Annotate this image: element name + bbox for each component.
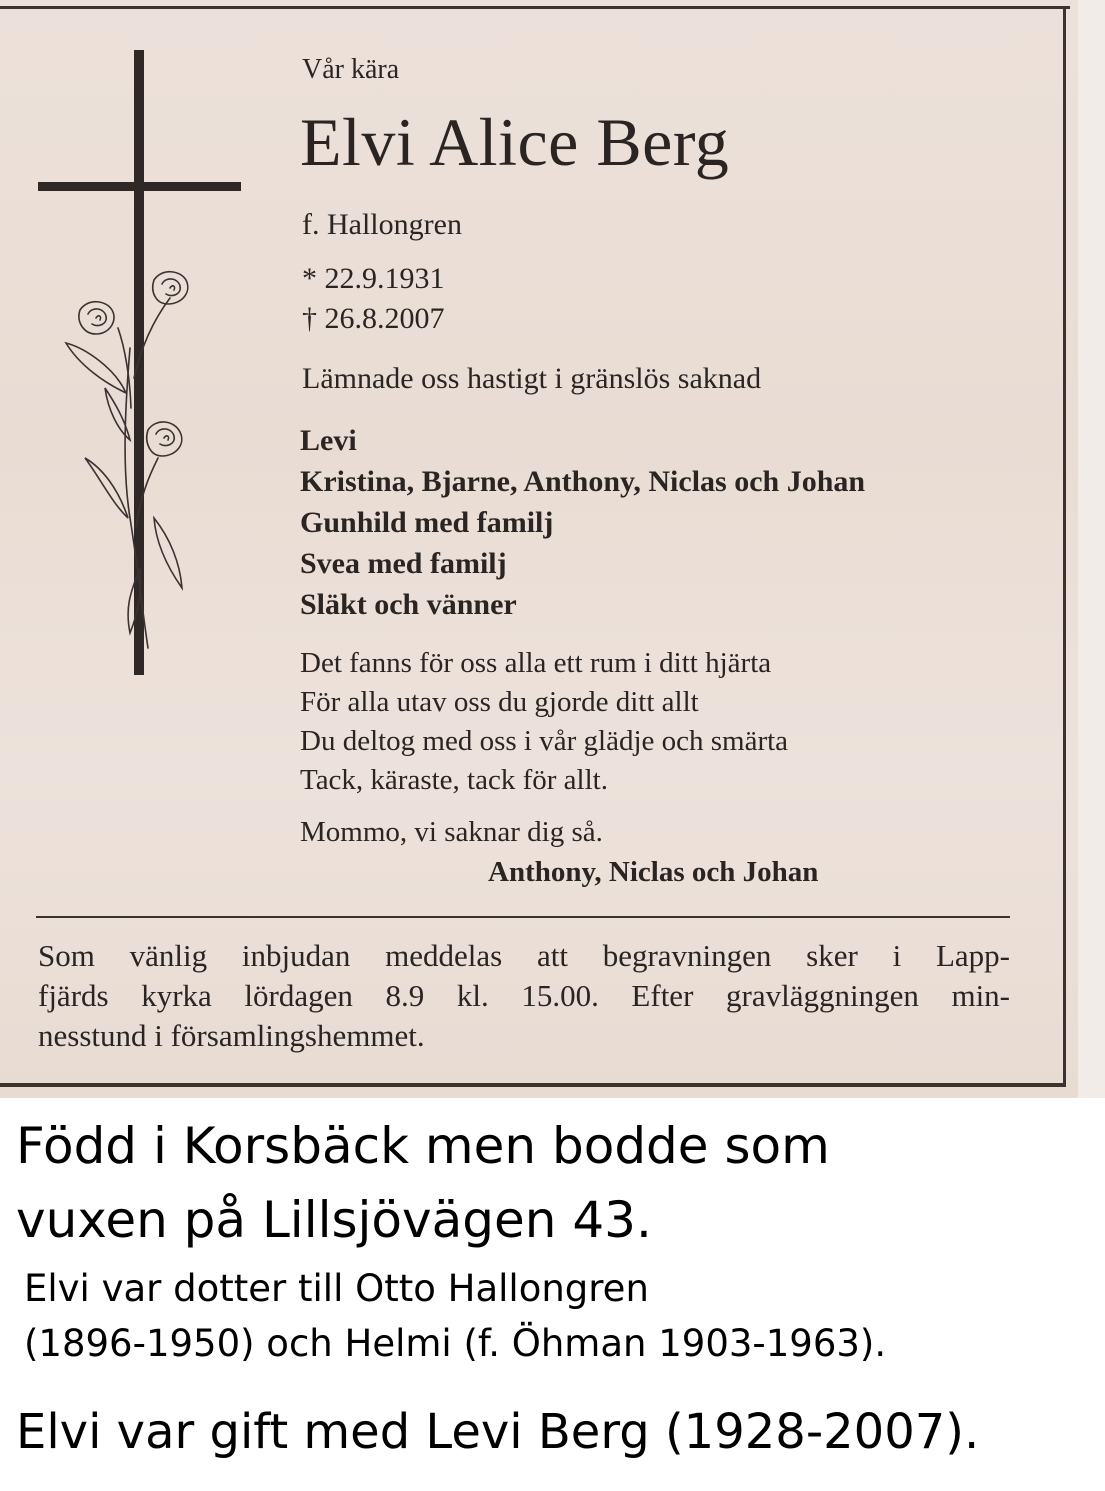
clipping-edge — [1078, 0, 1105, 1098]
cross-with-roses-icon — [30, 48, 260, 683]
caption-line-1: Född i Korsbäck men bodde som — [16, 1117, 830, 1175]
lead-text: Lämnade oss hastigt i gränslös saknad — [302, 362, 762, 395]
frame-bottom-rule — [0, 1083, 1066, 1087]
mourner-line: Kristina, Bjarne, Anthony, Niclas och Johan — [300, 465, 866, 498]
caption-line-5: Elvi var gift med Levi Berg (1928-2007). — [16, 1404, 980, 1460]
frame-right-rule — [1063, 6, 1066, 1086]
deceased-name: Elvi Alice Berg — [300, 104, 730, 180]
closing-text: Mommo, vi saknar dig så. — [300, 816, 603, 848]
intro-text: Vår kära — [302, 54, 400, 85]
notice-line: nesstund i församlingshemmet. — [38, 1018, 425, 1053]
death-date: † 26.8.2007 — [302, 302, 445, 335]
verse-line: För alla utav oss du gjorde ditt allt — [300, 686, 699, 718]
maiden-name: f. Hallongren — [302, 208, 462, 241]
frame-top-rule — [0, 6, 1070, 9]
mourner-line: Släkt och vänner — [300, 588, 517, 621]
verse-line: Tack, käraste, tack för allt. — [300, 764, 608, 796]
divider-rule — [36, 916, 1010, 918]
notice-line: Som vänlig inbjudan meddelas att begravningen sker i Lapp- — [38, 938, 1010, 973]
caption-line-2: vuxen på Lillsjövägen 43. — [16, 1191, 652, 1249]
mourners-list — [300, 420, 865, 625]
mourner-line: Gunhild med familj — [300, 506, 554, 539]
memorial-verse — [300, 644, 788, 800]
mourner-line: Levi — [300, 424, 357, 457]
birth-date: * 22.9.1931 — [302, 262, 445, 295]
mourner-line: Svea med familj — [300, 547, 507, 580]
funeral-notice — [38, 936, 1010, 1056]
notice-line: fjärds kyrka lördagen 8.9 kl. 15.00. Efter gravläggningen min- — [38, 978, 1010, 1013]
caption-line-3: Elvi var dotter till Otto Hallongren — [24, 1267, 649, 1310]
signature: Anthony, Niclas och Johan — [488, 856, 819, 888]
verse-line: Det fanns för oss alla ett rum i ditt hjärta — [300, 647, 772, 679]
verse-line: Du deltog med oss i vår glädje och smärta — [300, 725, 789, 757]
caption-line-4: (1896-1950) och Helmi (f. Öhman 1903-1963). — [24, 1322, 887, 1365]
